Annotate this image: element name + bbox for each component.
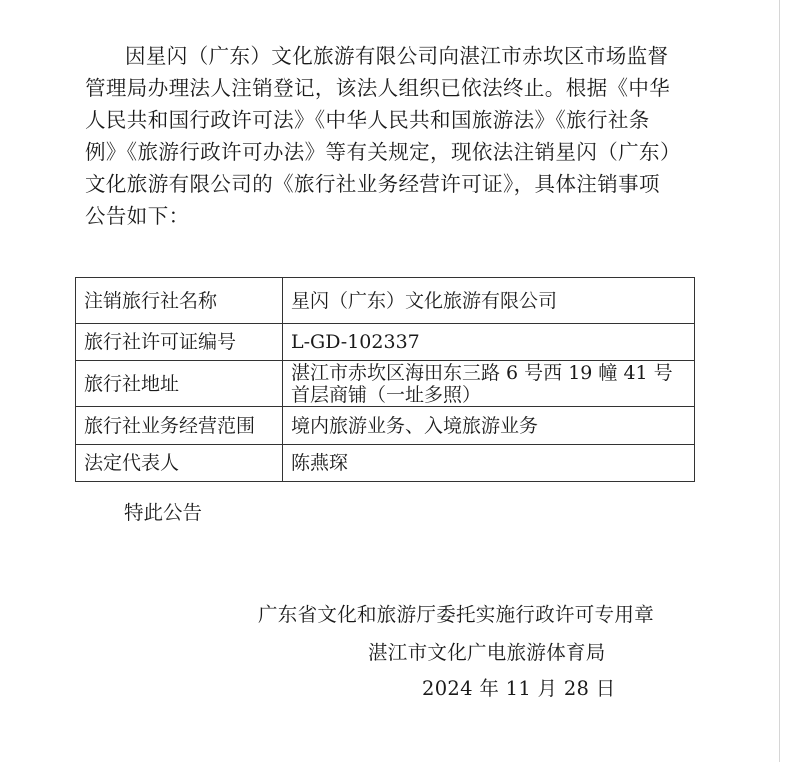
row-label: 旅行社许可证编号 xyxy=(76,324,283,361)
address-line: 首层商铺（一址多照） xyxy=(291,383,482,406)
issue-date: 2024 年 11 月 28 日 xyxy=(422,677,616,700)
row-label: 法定代表人 xyxy=(76,445,283,482)
table-row xyxy=(76,407,695,445)
row-value: L-GD-102337 xyxy=(283,324,695,361)
cancellation-details-table xyxy=(75,277,695,482)
notice-line: 例》《旅游行政许可办法》等有关规定，现依法注销星闪（广东） xyxy=(85,140,681,164)
notice-line: 公告如下： xyxy=(85,204,190,228)
row-label: 注销旅行社名称 xyxy=(76,278,283,324)
table-row xyxy=(76,278,695,324)
notice-paragraph xyxy=(85,40,695,232)
table-row xyxy=(76,361,695,407)
notice-line: 人民共和国行政许可法》《中华人民共和国旅游法》《旅行社条 xyxy=(85,108,650,132)
row-label: 旅行社地址 xyxy=(76,361,283,407)
closing-text: 特此公告 xyxy=(124,501,203,524)
issuer-seal-line: 广东省文化和旅游厅委托实施行政许可专用章 xyxy=(258,603,655,626)
row-value: 星闪（广东）文化旅游有限公司 xyxy=(283,278,695,324)
page-edge-divider xyxy=(779,0,780,762)
notice-line: 文化旅游有限公司的《旅行社业务经营许可证》，具体注销事项 xyxy=(85,172,660,196)
notice-line: 因星闪（广东）文化旅游有限公司向湛江市赤坎区市场监督 xyxy=(125,44,669,68)
row-value xyxy=(283,361,695,407)
address-line: 湛江市赤坎区海田东三路 6 号西 19 幢 41 号 xyxy=(291,361,673,384)
row-value: 陈燕琛 xyxy=(283,445,695,482)
row-label: 旅行社业务经营范围 xyxy=(76,407,283,445)
table-row xyxy=(76,445,695,482)
notice-line: 管理局办理法人注销登记，该法人组织已依法终止。根据《中华 xyxy=(85,76,671,100)
table-row xyxy=(76,324,695,361)
row-value: 境内旅游业务、入境旅游业务 xyxy=(283,407,695,445)
issuer-bureau: 湛江市文化广电旅游体育局 xyxy=(368,641,606,664)
